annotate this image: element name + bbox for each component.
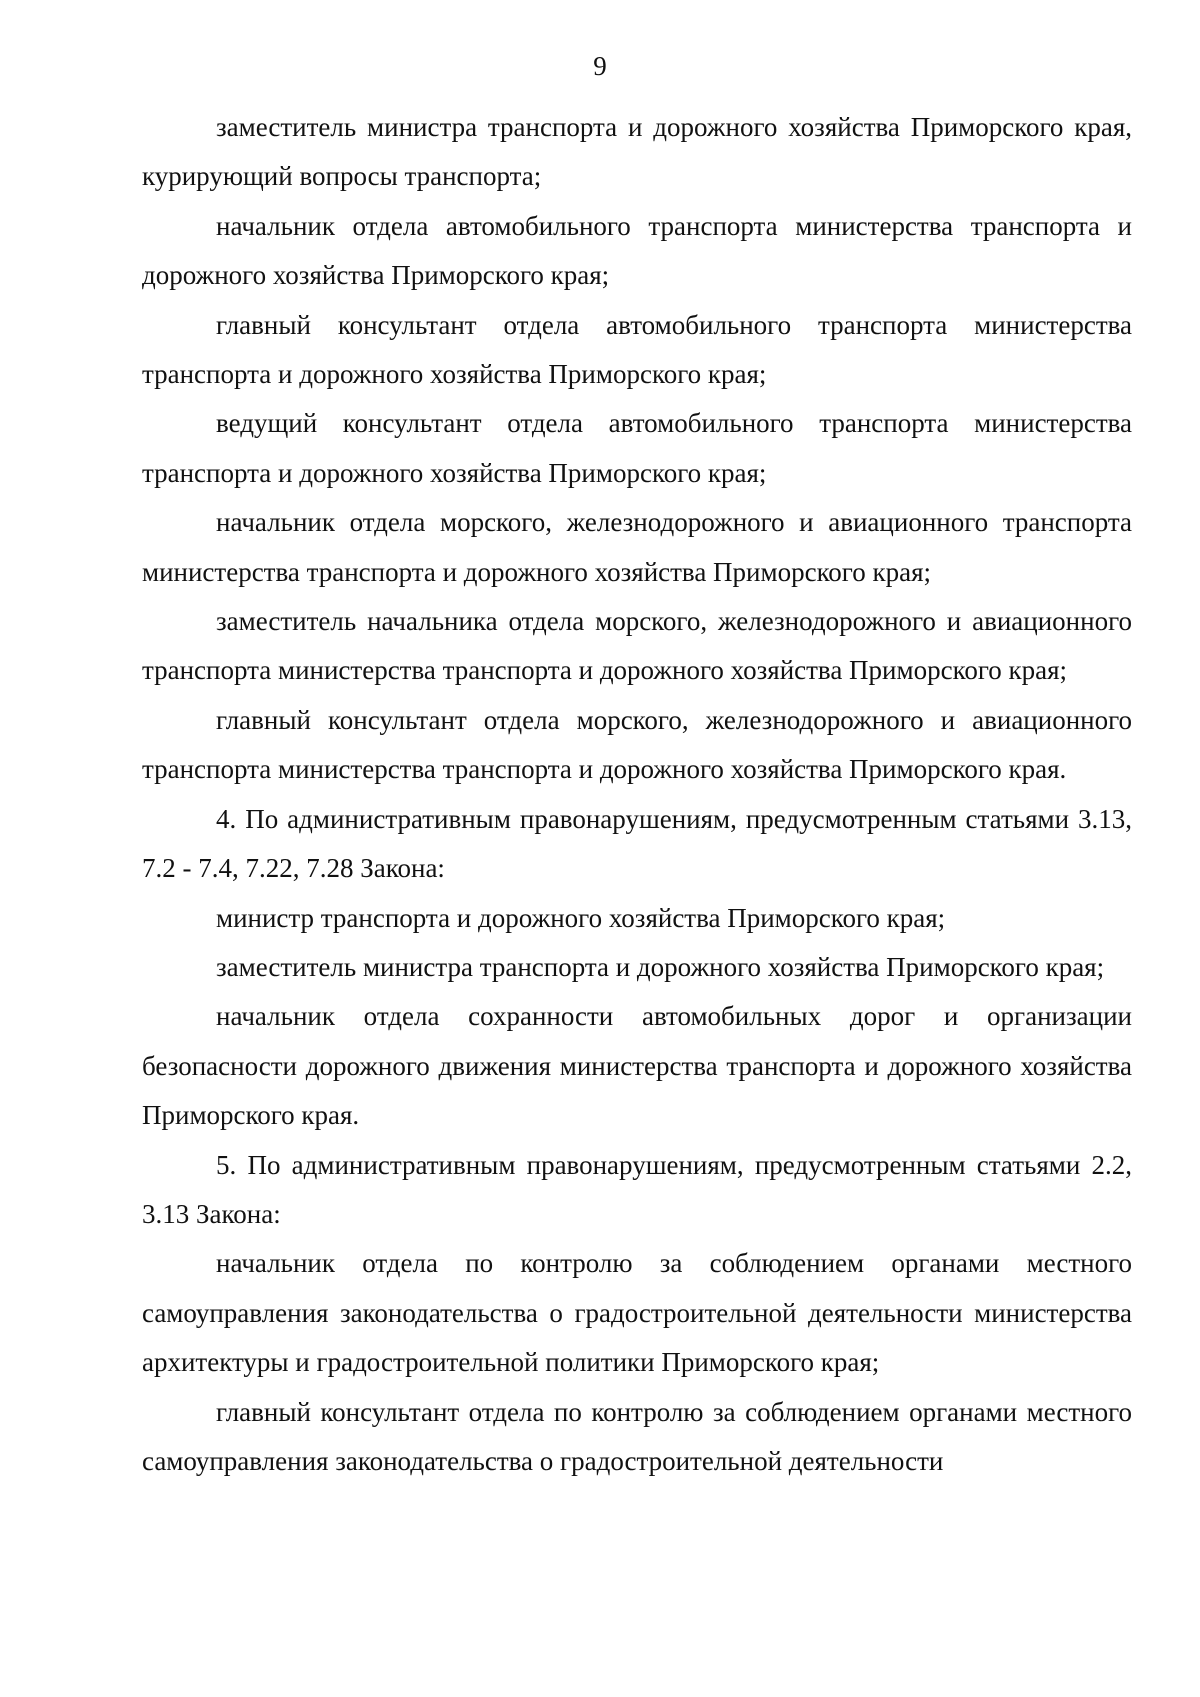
- paragraph-section-5: 5. По административным правонарушениям, предусмотренным статьями 2.2, 3.13 Закона:: [142, 1149, 1132, 1229]
- document-body: [142, 103, 1132, 1486]
- paragraph-leading-consultant-road-transport: ведущий консультант отдела автомобильного транспорта министерства транспорта и дорожного хозяйства Приморского края;: [142, 408, 1132, 488]
- paragraph-deputy-minister: заместитель министра транспорта и дорожного хозяйства Приморского края;: [216, 951, 1105, 982]
- paragraph-head-sea-rail-air-dept: начальник отдела морского, железнодорожного и авиационного транспорта министерства транспорта и дорожного хозяйства Приморского края;: [142, 507, 1132, 587]
- paragraph-deputy-head-sea-rail-air-dept: заместитель начальника отдела морского, железнодорожного и авиационного транспорта министерства транспорта и дорожного хозяйства Приморского края;: [142, 606, 1132, 686]
- paragraph-minister-transport: министр транспорта и дорожного хозяйства Приморского края;: [216, 902, 946, 933]
- page-number: 9: [593, 51, 607, 81]
- paragraph-section-4: 4. По административным правонарушениям, предусмотренным статьями 3.13, 7.2 - 7.4, 7.22, 7.28 Закона:: [142, 803, 1132, 884]
- paragraph-head-urban-planning-control-dept: начальник отдела по контролю за соблюдением органами местного самоуправления законодательства о градостроительной деятельности министерства архитектуры и градостроительной политики Приморского края;: [142, 1248, 1132, 1378]
- paragraph-deputy-minister-transport: заместитель министра транспорта и дорожного хозяйства Приморского края, курирующий вопросы транспорта;: [142, 112, 1132, 192]
- paragraph-head-road-safety-dept: начальник отдела сохранности автомобильных дорог и организации безопасности дорожного движения министерства транспорта и дорожного хозяйства Приморского края.: [142, 1001, 1132, 1131]
- paragraph-head-road-transport-dept: начальник отдела автомобильного транспорта министерства транспорта и дорожного хозяйства Приморского края;: [142, 210, 1132, 291]
- paragraph-chief-consultant-urban-planning-control: главный консультант отдела по контролю за соблюдением органами местного самоуправления законодательства о градостроительной деятельности: [142, 1396, 1132, 1476]
- paragraph-chief-consultant-sea-rail-air: главный консультант отдела морского, железнодорожного и авиационного транспорта министерства транспорта и дорожного хозяйства Приморского края.: [142, 704, 1132, 785]
- paragraph-chief-consultant-road-transport: главный консультант отдела автомобильного транспорта министерства транспорта и дорожного хозяйства Приморского края;: [142, 309, 1132, 390]
